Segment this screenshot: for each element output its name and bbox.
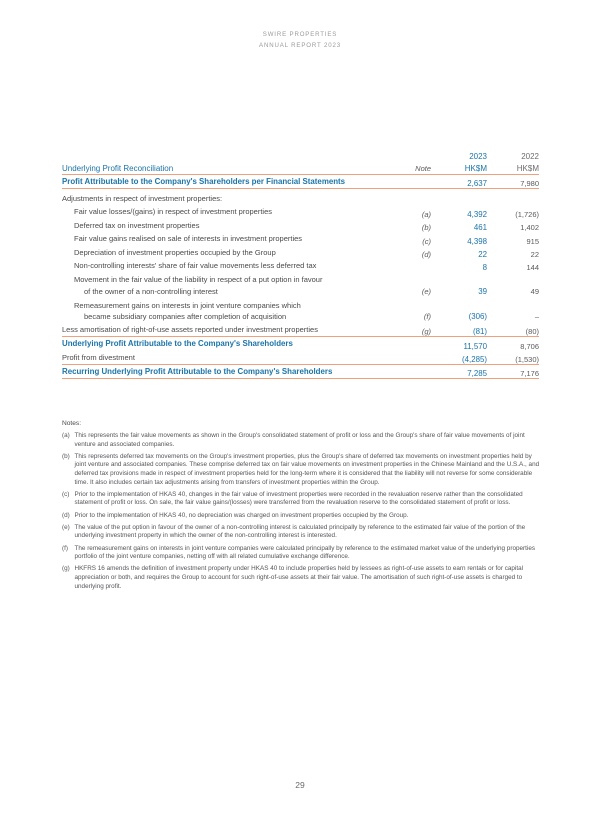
table-row <box>62 174 539 188</box>
row-value-2022: 1,402 <box>520 223 539 233</box>
row-label-line1: Movement in the fair value of the liability in respect of a put option in favour <box>74 275 323 285</box>
row-value-2023: 8 <box>482 263 487 273</box>
row-value-2023: 2,637 <box>431 174 487 188</box>
row-value-2022: (1,726) <box>515 209 539 219</box>
row-label: Less amortisation of right-of-use assets reported under investment properties <box>62 323 392 337</box>
row-note <box>392 188 431 205</box>
running-header <box>0 30 600 51</box>
row-value-2022: 49 <box>530 286 539 296</box>
row-label-line2: of the owner of a non-controlling interest <box>84 286 218 296</box>
notes-section <box>62 420 542 591</box>
header-year-2023: 2023 <box>469 152 487 161</box>
table-row <box>62 298 539 323</box>
note-text: Prior to the implementation of HKAS 40, no depreciation was charged on investment properties occupied by the Group. <box>74 511 409 519</box>
table-title: Underlying Profit Reconciliation <box>62 163 392 175</box>
row-value-2023: 7,285 <box>431 364 487 378</box>
note-key: (b) <box>62 452 70 460</box>
note-item <box>62 453 542 487</box>
note-item <box>62 491 542 508</box>
row-label: Recurring Underlying Profit Attributable to the Company's Shareholders <box>62 364 392 378</box>
row-value-2022: (80) <box>487 323 539 337</box>
table-header-row <box>62 163 539 175</box>
table-row <box>62 232 539 245</box>
row-note <box>392 174 431 188</box>
table-row <box>62 272 539 297</box>
note-key: (e) <box>62 523 70 531</box>
row-note <box>392 337 431 351</box>
row-label: Underlying Profit Attributable to the Company's Shareholders <box>62 339 293 349</box>
row-value-2022: 7,176 <box>487 364 539 378</box>
table-row <box>62 337 539 351</box>
row-value-2022: 7,980 <box>487 174 539 188</box>
row-label: Deferred tax on investment properties <box>74 220 200 230</box>
row-label: Fair value gains realised on sale of interests in investment properties <box>74 234 303 244</box>
row-value-2023: 461 <box>473 223 487 233</box>
row-value-2022: 144 <box>526 263 539 273</box>
note-text: The remeasurement gains on interests in joint venture companies were calculated principally by reference to the estimated market value of the underlying properties portfolio of the joint venture companies, netting off with all related cumulative exchange difference. <box>74 544 536 561</box>
note-text: The value of the put option in favour of the owner of a non-controlling interest is calculated principally by reference to the estimated fair value of the portion of the underlying investment property in which the owner of the non-controlling interest is interested. <box>74 523 526 540</box>
note-text: HKFRS 16 amends the definition of investment property under HKAS 40 to include properties held by lessees as right-of-use assets to earn rentals or for capital appreciation or both, and requires the Group to account for such right-of-use assets at their fair value. The amortisation of such right-of-use assets is charged to underlying profit. <box>74 565 524 590</box>
row-value-2022: (1,530) <box>487 351 539 365</box>
row-note: (f) <box>423 312 431 322</box>
row-note <box>392 351 431 365</box>
row-note <box>392 364 431 378</box>
note-key: (a) <box>62 432 70 440</box>
underlying-profit-reconciliation-table <box>62 152 539 379</box>
table-row <box>62 259 539 272</box>
row-value-2023: (306) <box>468 312 487 322</box>
table-header-year-row <box>62 152 539 163</box>
row-note: (d) <box>421 249 431 259</box>
row-label <box>62 272 392 297</box>
row-value-2023: 39 <box>478 286 487 296</box>
running-header-company: SWIRE PROPERTIES <box>262 31 338 38</box>
row-value-2022: 8,706 <box>520 341 539 351</box>
row-value-2022 <box>487 188 539 205</box>
row-value-2023: 4,392 <box>467 209 487 219</box>
row-label: Profit Attributable to the Company's Shareholders per Financial Statements <box>62 174 392 188</box>
row-note: (g) <box>392 323 431 337</box>
table-row <box>62 246 539 259</box>
table-row <box>62 323 539 337</box>
note-key: (g) <box>62 565 70 573</box>
row-value-2023: (81) <box>431 323 487 337</box>
note-key: (c) <box>62 490 70 498</box>
note-item <box>62 512 542 521</box>
header-unit-2022: HK$M <box>487 163 539 175</box>
header-note: Note <box>392 163 431 175</box>
note-item <box>62 545 542 562</box>
note-item <box>62 524 542 541</box>
note-item <box>62 432 542 449</box>
table-row <box>62 188 539 205</box>
row-label: Non-controlling interests' share of fair value movements less deferred tax <box>74 260 317 270</box>
header-year-2022: 2022 <box>521 152 539 161</box>
note-text: This represents deferred tax movements on the Group's investment properties, plus the Group's share of deferred tax movements on investment properties held by joint venture and associated companies. These comprise deferred tax on fair value movements on investment properties in the Chinese Mainland and the U.S.A., and deferred tax provisions made in respect of investment properties held for the long-term where it is considered that the liability will not reverse for some considerable time. It also includes certain tax adjustments arising from transfers of investment properties within the Group. <box>74 452 540 486</box>
row-value-2022: 915 <box>526 236 539 246</box>
note-text: Prior to the implementation of HKAS 40, changes in the fair value of investment properties were recorded in the revaluation reserve rather than the consolidated statement of profit or loss. On sale, the fair value gains/(losses) were transferred from the revaluation reserve to the consolidated statement of profit or loss. <box>74 490 523 507</box>
note-text: This represents the fair value movements as shown in the Group's consolidated statement of profit or loss and the Group's share of fair value movements of joint venture and associated companies. <box>74 432 525 448</box>
row-label: Adjustments in respect of investment properties: <box>62 193 223 203</box>
row-note: (a) <box>421 209 431 219</box>
row-value-2023: 11,570 <box>463 341 487 351</box>
row-label: Fair value losses/(gains) in respect of investment properties <box>74 207 273 217</box>
row-value-2023: 22 <box>478 249 487 259</box>
row-note: (b) <box>421 223 431 233</box>
note-item <box>62 565 542 591</box>
running-header-report: ANNUAL REPORT 2023 <box>259 41 341 49</box>
note-key: (f) <box>62 544 68 552</box>
row-note <box>392 259 431 272</box>
header-unit-2023: HK$M <box>431 163 487 175</box>
row-label: Depreciation of investment properties occupied by the Group <box>74 247 276 257</box>
row-label-line2: became subsidiary companies after completion of acquisition <box>84 312 287 322</box>
note-key: (d) <box>62 511 70 519</box>
row-value-2022: – <box>534 312 539 322</box>
table-row <box>62 205 539 218</box>
table-row <box>62 364 539 378</box>
row-label: Profit from divestment <box>62 351 392 365</box>
row-value-2023: (4,285) <box>431 351 487 365</box>
row-note: (e) <box>421 286 431 296</box>
row-label-line1: Remeasurement gains on interests in joint venture companies which <box>74 300 301 310</box>
table-row <box>62 351 539 365</box>
notes-title: Notes: <box>62 420 82 427</box>
page-number: 29 <box>295 780 305 790</box>
table-row <box>62 219 539 232</box>
row-note: (c) <box>422 236 431 246</box>
row-value-2023: 4,398 <box>467 236 487 246</box>
row-label <box>62 298 392 323</box>
row-value-2022: 22 <box>530 249 539 259</box>
row-value-2023 <box>431 188 487 205</box>
